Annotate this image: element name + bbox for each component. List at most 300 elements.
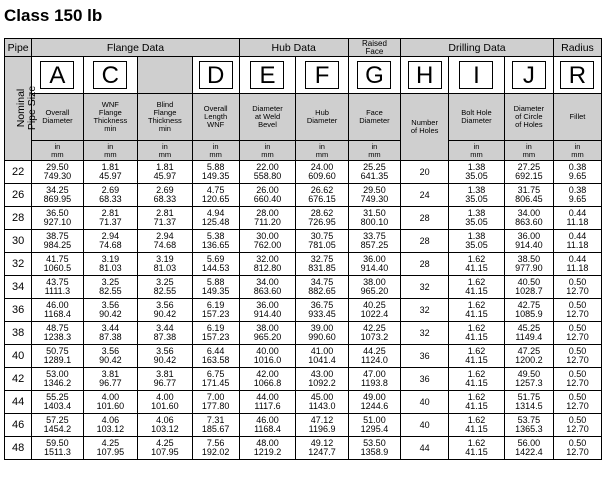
number-of-holes-cell: 44 [401,437,449,460]
value-cell [192,368,239,391]
value-cell [348,345,400,368]
value-mm: 1346.2 [43,378,72,388]
value-in: 28.00 [256,208,279,218]
value-cell [504,230,553,253]
table-row [5,276,602,299]
value-cell [553,230,601,253]
value-cell [83,437,138,460]
value-mm: 41.15 [465,378,488,388]
value-in: 36.00 [363,254,386,264]
value-mm: 90.42 [153,355,177,365]
value-mm: 749.30 [43,171,72,181]
table-row [5,253,602,276]
column-description-line: WNF [101,100,119,109]
value-mm: 41.15 [465,401,488,411]
value-in: 47.25 [517,346,541,356]
value-cell [553,184,601,207]
value-cell [192,391,239,414]
value-mm: 914.40 [515,240,543,250]
column-unit-line: in [473,141,480,151]
value-mm: 1365.3 [515,424,543,434]
table-row [5,230,602,253]
column-description [401,94,449,161]
value-cell [138,414,193,437]
value-in: 6.19 [206,300,225,310]
column-description [138,94,193,141]
value-in: 42.25 [363,323,386,333]
value-in: 0.50 [568,277,587,287]
value-in: 0.44 [568,208,587,218]
value-mm: 157.23 [201,332,230,342]
column-unit [296,141,348,161]
value-cell [83,161,138,184]
column-letter-cell [504,57,553,94]
value-mm: 101.60 [96,401,125,411]
value-mm: 1238.3 [43,332,72,342]
value-in: 1.62 [467,438,486,448]
value-cell [138,230,193,253]
value-in: 1.38 [467,185,486,195]
value-in: 7.31 [206,415,225,425]
column-letter-cell [192,57,239,94]
value-in: 38.50 [517,254,541,264]
pipe-size-cell: 46 [5,414,32,437]
value-cell [83,414,138,437]
value-in: 4.25 [156,438,174,448]
column-unit-line: mm [571,149,584,159]
value-mm: 185.67 [201,424,230,434]
value-cell [83,276,138,299]
value-mm: 1092.2 [308,378,336,388]
column-description-line: of Circle [515,112,543,121]
value-mm: 812.80 [253,263,282,273]
column-description-line: WNF [207,120,225,129]
column-unit-line: in [107,141,114,151]
value-mm: 781.05 [308,240,336,250]
value-in: 38.00 [363,277,386,287]
column-description [449,94,505,141]
nominal-pipe-size-text [16,85,38,129]
column-unit-line: mm [315,149,329,159]
number-of-holes-cell: 36 [401,368,449,391]
hub-data-header: Hub Data [239,39,348,57]
pipe-size-cell: 34 [5,276,32,299]
number-of-holes-cell: 40 [401,391,449,414]
value-mm: 12.70 [566,286,589,296]
value-cell [32,368,83,391]
value-in: 0.50 [568,392,587,402]
column-description [32,94,83,141]
column-letter-cell [553,57,601,94]
column-description-line: of Holes [515,120,543,129]
value-in: 49.50 [517,369,541,379]
value-cell [239,230,296,253]
value-mm: 1085.9 [515,309,543,319]
value-mm: 660.40 [253,194,282,204]
column-letter-r: R [560,61,594,89]
value-mm: 1016.0 [253,355,282,365]
column-unit [348,141,400,161]
value-cell [296,345,348,368]
value-in: 1.62 [467,415,486,425]
value-cell [239,184,296,207]
value-cell [138,276,193,299]
value-in: 44.25 [363,346,386,356]
value-cell [504,414,553,437]
value-in: 1.62 [467,392,486,402]
value-in: 51.75 [517,392,541,402]
value-cell [449,230,505,253]
value-mm: 1422.4 [515,447,543,457]
value-mm: 1200.2 [515,355,543,365]
column-description-line: of Holes [410,126,439,135]
value-mm: 71.37 [153,217,177,227]
column-unit-line: in [264,141,271,151]
value-in: 36.00 [256,300,279,310]
value-in: 3.56 [101,300,120,310]
value-mm: 192.02 [201,447,230,457]
number-of-holes-cell: 28 [401,207,449,230]
value-cell [296,253,348,276]
value-in: 0.50 [568,300,587,310]
value-cell [553,207,601,230]
value-in: 31.75 [517,185,541,195]
value-mm: 749.30 [360,194,389,204]
value-in: 34.25 [46,185,69,195]
value-mm: 68.33 [153,194,177,204]
column-description-line: Bevel [258,120,277,129]
value-mm: 41.15 [465,424,488,434]
value-in: 3.56 [156,346,174,356]
value-cell [83,230,138,253]
column-unit-line: in [525,141,532,151]
value-cell [296,299,348,322]
value-mm: 1149.4 [515,332,543,342]
column-letter-i: I [459,61,493,89]
column-letter-g: G [357,61,391,89]
column-unit-line: mm [158,149,172,159]
pipe-size-cell: 36 [5,299,32,322]
column-description [192,94,239,141]
value-cell [32,437,83,460]
value-mm: 1143.0 [308,401,336,411]
column-letter-c: C [93,61,127,89]
value-mm: 68.33 [99,194,122,204]
value-cell [192,437,239,460]
table-row [5,299,602,322]
value-mm: 692.15 [515,171,543,181]
value-in: 1.62 [467,369,486,379]
number-of-holes-cell: 28 [401,230,449,253]
value-mm: 977.90 [515,263,543,273]
value-mm: 882.65 [308,286,336,296]
value-in: 43.75 [46,277,69,287]
value-cell [348,207,400,230]
value-cell [449,253,505,276]
flange-dimension-table [4,38,602,460]
value-in: 30.75 [310,231,334,241]
pipe-header: Pipe [5,39,32,57]
value-cell [449,437,505,460]
value-cell [138,253,193,276]
value-cell [348,161,400,184]
column-description-line: Length [204,112,228,121]
value-mm: 1168.4 [43,309,71,319]
value-in: 3.19 [101,254,120,264]
value-in: 41.00 [310,346,334,356]
value-mm: 676.15 [308,194,336,204]
value-in: 42.00 [256,369,279,379]
value-in: 31.50 [363,208,386,218]
value-mm: 726.95 [308,217,336,227]
column-description-line: Diameter [359,116,390,125]
value-cell [553,345,601,368]
value-cell [239,299,296,322]
value-cell [32,207,83,230]
value-cell [83,299,138,322]
column-description-line: Flange [153,108,177,117]
drilling-data-header: Drilling Data [401,39,554,57]
nominal-label-line: Nominal [15,88,28,127]
value-cell [192,184,239,207]
column-description-line: Blind [156,100,174,109]
value-cell [553,414,601,437]
value-in: 3.25 [156,277,174,287]
value-cell [504,345,553,368]
column-unit-line: in [54,141,61,151]
column-unit [504,141,553,161]
value-in: 0.50 [568,369,587,379]
value-cell [296,161,348,184]
column-description-line: min [104,124,117,133]
value-in: 4.00 [156,392,174,402]
value-mm: 1219.2 [253,447,282,457]
value-mm: 9.65 [568,194,587,204]
page-title: Class 150 lb [4,6,103,25]
value-cell [296,276,348,299]
value-cell [553,299,601,322]
value-cell [239,276,296,299]
value-in: 57.25 [46,415,69,425]
value-mm: 863.60 [515,217,543,227]
value-cell [138,299,193,322]
column-description [553,94,601,141]
value-cell [239,437,296,460]
value-cell [32,161,83,184]
value-cell [504,184,553,207]
column-unit-line: in [371,141,378,151]
value-cell [83,207,138,230]
column-description-line: Diameter [513,104,545,113]
pipe-size-cell: 28 [5,207,32,230]
value-cell [83,253,138,276]
value-cell [138,437,193,460]
value-in: 42.75 [517,300,541,310]
value-in: 2.94 [101,231,120,241]
value-in: 0.38 [568,185,587,195]
column-letter-cell [239,57,296,94]
value-in: 26.62 [310,185,334,195]
table-row [5,345,602,368]
value-cell [32,414,83,437]
value-mm: 90.42 [99,355,122,365]
value-cell [138,368,193,391]
value-cell [32,322,83,345]
value-mm: 87.38 [99,332,122,342]
column-description-line: Face [366,108,383,117]
pipe-size-cell: 22 [5,161,32,184]
value-in: 5.38 [206,231,225,241]
value-in: 22.00 [256,162,279,172]
value-mm: 1295.4 [360,424,389,434]
column-unit-line: mm [470,149,483,159]
number-of-holes-cell: 36 [401,345,449,368]
value-cell [449,322,505,345]
value-cell [504,391,553,414]
value-cell [192,414,239,437]
value-in: 53.00 [46,369,69,379]
value-cell [348,391,400,414]
value-cell [239,207,296,230]
value-mm: 800.10 [360,217,389,227]
value-mm: 82.55 [99,286,122,296]
column-unit [192,141,239,161]
value-cell [192,299,239,322]
radius-header: Radius [553,39,601,57]
value-mm: 41.15 [465,447,488,457]
value-in: 4.06 [101,415,120,425]
value-mm: 1403.4 [43,401,72,411]
value-in: 0.50 [568,346,587,356]
value-cell [553,161,601,184]
value-in: 36.00 [517,231,541,241]
value-in: 4.25 [101,438,120,448]
value-in: 0.50 [568,438,587,448]
value-in: 49.12 [310,438,334,448]
value-cell [83,368,138,391]
column-description-line: Diameter [306,116,338,125]
column-letter-e: E [250,61,284,89]
value-mm: 1314.5 [515,401,543,411]
value-mm: 96.77 [153,378,177,388]
value-mm: 157.23 [201,309,230,319]
pipe-size-cell: 30 [5,230,32,253]
value-in: 47.12 [310,415,334,425]
value-in: 47.00 [363,369,386,379]
number-of-holes-cell: 32 [401,322,449,345]
value-mm: 12.70 [566,424,589,434]
value-cell [32,345,83,368]
value-mm: 1117.6 [254,401,281,411]
value-mm: 933.45 [308,309,336,319]
table-row [5,437,602,460]
column-unit [138,141,193,161]
table-row [5,322,602,345]
nominal-pipe-size-label [5,57,39,161]
column-description-line: Diameter [252,104,283,113]
value-in: 45.00 [310,392,334,402]
value-in: 38.00 [256,323,279,333]
value-cell [504,322,553,345]
unit-row [5,141,602,161]
value-in: 0.44 [568,231,587,241]
value-mm: 81.03 [99,263,122,273]
value-cell [348,322,400,345]
column-description-line: Number [411,118,438,127]
column-description [296,94,348,141]
value-in: 1.62 [467,300,486,310]
value-cell [348,368,400,391]
column-description-line: Fillet [569,112,586,121]
value-mm: 11.18 [566,263,589,273]
value-mm: 711.20 [254,217,281,227]
value-mm: 1073.2 [360,332,389,342]
value-in: 4.75 [206,185,225,195]
value-in: 3.81 [156,369,174,379]
value-mm: 107.95 [151,447,179,457]
value-in: 25.25 [363,162,386,172]
value-mm: 11.18 [566,240,589,250]
column-letter-cell [138,57,193,94]
value-mm: 35.05 [465,194,488,204]
value-cell [192,230,239,253]
value-in: 55.25 [46,392,69,402]
number-of-holes-cell: 40 [401,414,449,437]
pipe-size-cell: 32 [5,253,32,276]
value-cell [449,368,505,391]
value-cell [32,299,83,322]
value-cell [449,345,505,368]
nominal-label-line: Pipe Size [26,85,39,130]
value-mm: 1358.9 [360,447,389,457]
value-in: 51.00 [363,415,386,425]
raised-face-line2: Face [365,46,384,56]
value-cell [192,207,239,230]
value-in: 40.50 [517,277,541,287]
column-description-line: Bolt Hole [461,108,492,117]
value-cell [296,230,348,253]
value-mm: 1111.3 [44,286,71,296]
value-cell [504,299,553,322]
value-mm: 107.95 [96,447,125,457]
value-mm: 11.18 [566,217,589,227]
column-description-line: Thickness [93,116,128,125]
table-row [5,368,602,391]
value-mm: 41.15 [465,309,488,319]
value-mm: 12.70 [566,355,589,365]
column-description-line: Overall [45,108,70,117]
value-mm: 12.70 [566,332,589,342]
value-mm: 171.45 [201,378,230,388]
pipe-size-cell: 40 [5,345,32,368]
value-mm: 1454.2 [43,424,72,434]
value-in: 1.81 [101,162,120,172]
column-unit-line: mm [368,149,381,159]
value-mm: 762.00 [253,240,282,250]
value-cell [296,414,348,437]
letter-row [5,57,602,94]
column-unit [83,141,138,161]
value-mm: 149.35 [201,171,230,181]
value-in: 2.69 [156,185,174,195]
value-cell [504,276,553,299]
value-mm: 1244.6 [360,401,389,411]
value-cell [138,391,193,414]
column-description [348,94,400,141]
value-in: 3.44 [156,323,174,333]
value-cell [449,161,505,184]
value-cell [296,184,348,207]
